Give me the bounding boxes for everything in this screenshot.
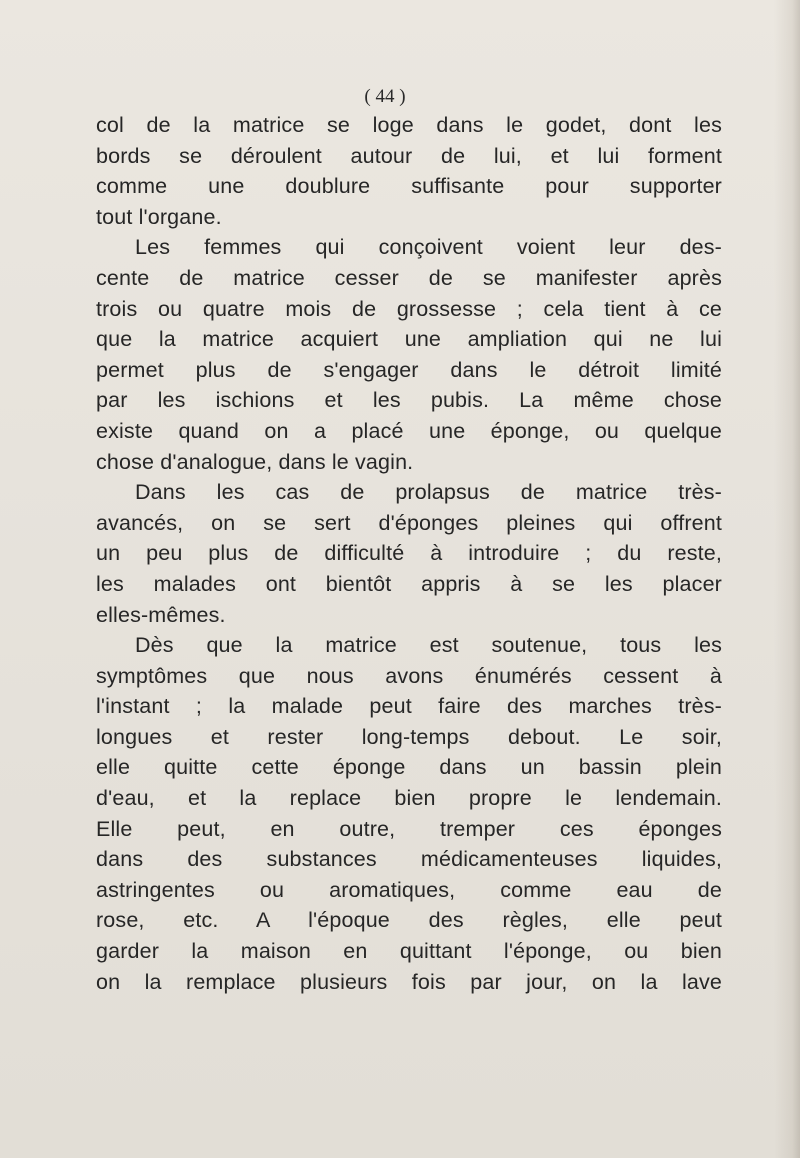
text-line: comme une doublure suffisante pour supporter xyxy=(96,174,722,199)
text-line: dans des substances médicamenteuses liquides, xyxy=(96,847,722,872)
text-line: bords se déroulent autour de lui, et lui forment xyxy=(96,143,722,168)
text-line: que la matrice acquiert une ampliation qui ne lui xyxy=(96,327,722,352)
paragraph xyxy=(96,110,722,232)
page-edge-shadow xyxy=(774,0,800,1158)
text-line: Dès que la matrice est soutenue, tous les xyxy=(135,633,722,658)
text-line: l'instant ; la malade peut faire des marches très- xyxy=(96,694,722,719)
text-line: existe quand on a placé une éponge, ou quelque xyxy=(96,418,722,443)
text-line: permet plus de s'engager dans le détroit limité xyxy=(96,357,722,382)
text-line: tout l'organe. xyxy=(96,204,222,229)
text-line: cente de matrice cesser de se manifester après xyxy=(96,265,722,290)
text-line: les malades ont bientôt appris à se les placer xyxy=(96,571,722,596)
text-line: longues et rester long-temps debout. Le soir, xyxy=(96,724,722,749)
text-line: Elle peut, en outre, tremper ces éponges xyxy=(96,816,722,841)
text-line: Dans les cas de prolapsus de matrice très- xyxy=(135,480,722,505)
text-line: Les femmes qui conçoivent voient leur des- xyxy=(135,235,722,260)
text-line: col de la matrice se loge dans le godet, dont les xyxy=(96,113,722,137)
text-line: elles-mêmes. xyxy=(96,602,226,627)
page-number: ( 44 ) xyxy=(364,86,406,107)
paragraph xyxy=(96,232,722,477)
text-line: rose, etc. A l'époque des règles, elle peut xyxy=(96,908,722,933)
text-line: on la remplace plusieurs fois par jour, on la lave xyxy=(96,969,722,994)
paragraph xyxy=(96,630,722,997)
text-line: un peu plus de difficulté à introduire ; du reste, xyxy=(96,541,722,566)
text-line: avancés, on se sert d'éponges pleines qui offrent xyxy=(96,510,722,535)
text-line: symptômes que nous avons énumérés cessent à xyxy=(96,663,722,688)
body-text xyxy=(96,110,722,997)
text-line: chose d'analogue, dans le vagin. xyxy=(96,449,414,474)
text-line: garder la maison en quittant l'éponge, ou bien xyxy=(96,939,722,964)
paragraph xyxy=(96,477,722,630)
text-line: elle quitte cette éponge dans un bassin plein xyxy=(96,755,722,780)
text-line: astringentes ou aromatiques, comme eau de xyxy=(96,877,722,902)
text-line: d'eau, et la replace bien propre le lendemain. xyxy=(96,786,722,811)
text-line: trois ou quatre mois de grossesse ; cela tient à ce xyxy=(96,296,722,321)
text-line: par les ischions et les pubis. La même chose xyxy=(96,388,722,413)
